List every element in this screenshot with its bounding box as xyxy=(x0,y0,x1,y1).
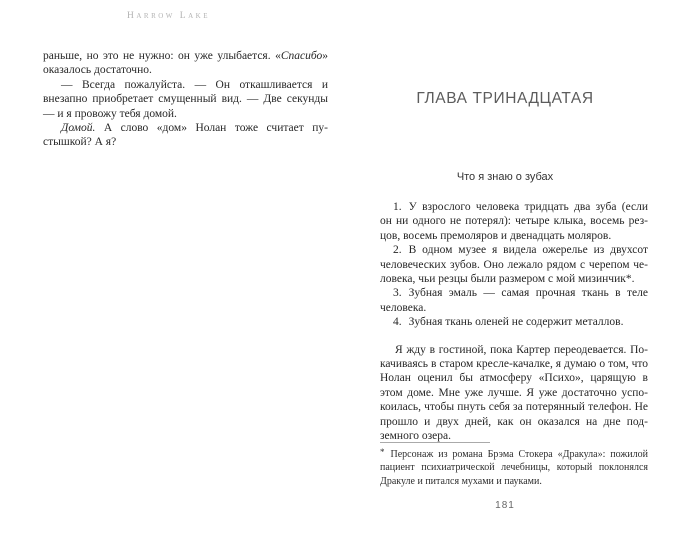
footnote-marker: * xyxy=(380,447,385,457)
left-page-body xyxy=(43,49,328,150)
list-item-text: Зубная эмаль — самая прочная ткань в теле человека. xyxy=(380,287,648,314)
running-header: Harrow Lake xyxy=(127,11,210,21)
paragraph: — Всегда пожалуйста. — Он откашливается и внезапно приобретает смущенный вид. — Две секунды — и я провожу тебя домой. xyxy=(43,78,328,120)
list-item-text: У взрослого человека тридцать два зуба (если он ни одного не потерял): четыре клыка, восемь резцов, восемь премоляров и двенадцать моляров. xyxy=(380,201,648,242)
list-item xyxy=(380,315,648,329)
numbered-list xyxy=(380,200,648,330)
list-item-number: 2. xyxy=(393,244,402,257)
footnote-separator xyxy=(380,442,490,443)
chapter-heading: ГЛАВА ТРИНАДЦАТАЯ xyxy=(416,90,594,107)
footnote xyxy=(380,446,648,488)
page-number: 181 xyxy=(495,500,515,511)
right-page-body xyxy=(380,200,648,444)
paragraph: Я жду в гостиной, пока Картер переодевается. Покачиваясь в старом кресле-качалке, я думаю о том, что Нолан оценил бы атмосферу «Психо», царящую в этом доме. Мне уже лучше. Я уже достаточно успокоилась, чтобы пнуть себя за потерянный телефон. Не прошло и двух дней, как он оказался на дне подземного озера. xyxy=(380,343,648,443)
paragraph: раньше, но это не нужно: он уже улыбается. «Спасибо» оказалось достаточно. xyxy=(43,50,328,77)
list-item xyxy=(380,286,648,315)
footnote-text: Персонаж из романа Брэма Стокера «Дракула»: пожилой пациент психиатрической лечебницы, который поклонялся Дракуле и питался мухами и пауками. xyxy=(380,449,648,487)
list-item xyxy=(380,243,648,286)
list-item xyxy=(380,200,648,243)
list-item-text: В одном музее я видела ожерелье из двухсот человеческих зубов. Оно лежало рядом с черепом человека, чьи резцы были размером с мой мизинчик*. xyxy=(380,244,648,286)
paragraph: Домой. А слово «дом» Нолан тоже считает пустышкой? А я? xyxy=(43,122,328,149)
list-item-number: 4. xyxy=(393,316,402,329)
list-item-text: Зубная ткань оленей не содержит металлов. xyxy=(408,316,624,329)
list-item-number: 1. xyxy=(393,201,402,213)
body-paragraphs xyxy=(380,343,648,444)
list-item-number: 3. xyxy=(393,287,402,300)
section-title: Что я знаю о зубах xyxy=(456,171,554,183)
